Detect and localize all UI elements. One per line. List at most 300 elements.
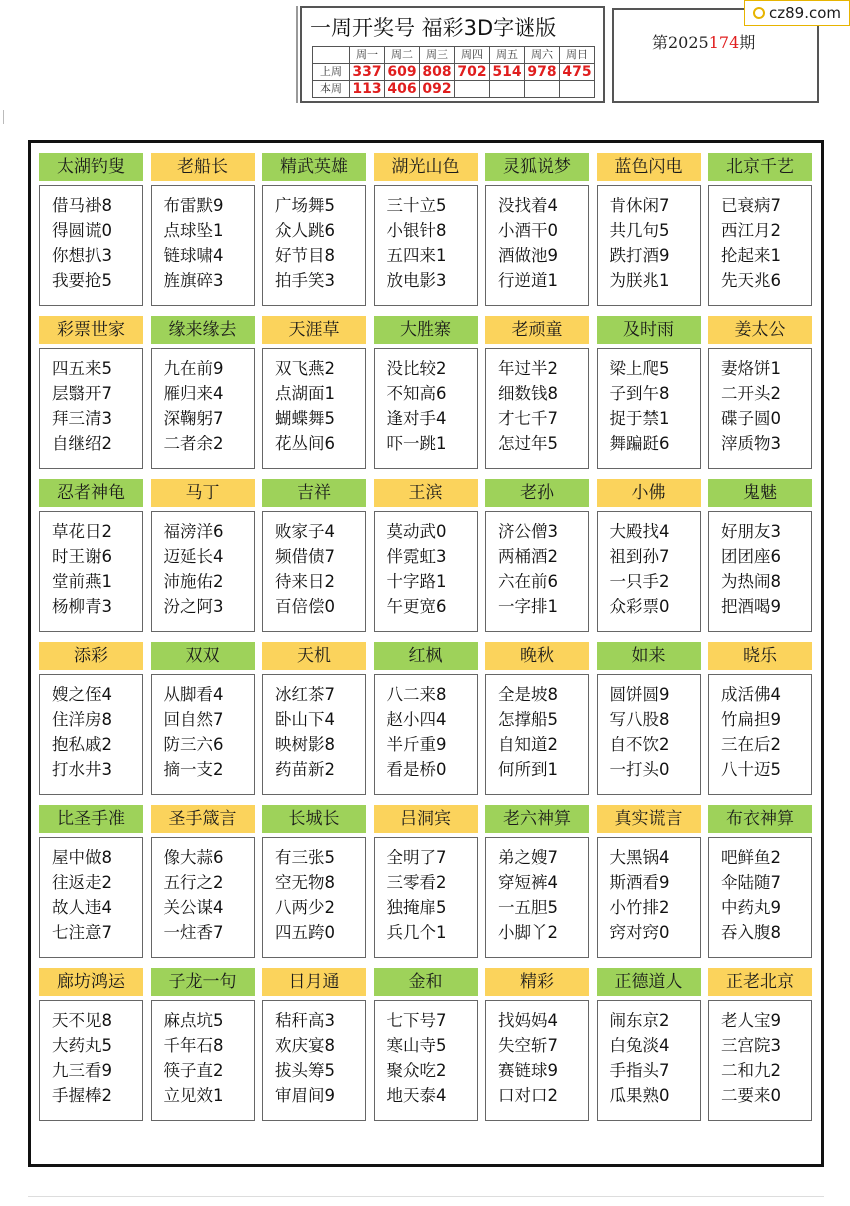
riddle-line: 不知高6: [386, 384, 447, 403]
card-riddles: [485, 837, 589, 958]
results-table: [312, 46, 595, 98]
riddle-line: 打水井3: [52, 760, 112, 779]
card-riddles: [485, 1000, 589, 1121]
puzzle-card: [374, 479, 478, 633]
puzzle-card: [151, 642, 255, 796]
riddle-line: 有三张5: [275, 848, 335, 867]
riddle-line: 空无物8: [275, 873, 335, 892]
puzzle-card: [708, 316, 812, 470]
riddle-line: 一只手2: [609, 572, 670, 591]
riddle-line: 手指头7: [609, 1061, 670, 1080]
puzzle-card: [262, 968, 366, 1122]
riddle-line: 吧鲜鱼2: [721, 848, 781, 867]
riddle-line: 住洋房8: [52, 710, 112, 729]
riddle-line: 抱私戚2: [52, 735, 112, 754]
riddle-line: 小银针8: [386, 221, 447, 240]
card-riddles: [597, 837, 701, 958]
riddle-line: 七注意7: [52, 923, 112, 942]
riddle-line: 得圆谎0: [52, 221, 112, 240]
card-author: 老顽童: [485, 316, 589, 344]
card-author: 小佛: [597, 479, 701, 507]
riddle-line: 药苗新2: [275, 760, 335, 779]
puzzle-card: [39, 479, 143, 633]
result-value: [490, 81, 525, 98]
result-value: [455, 81, 490, 98]
riddle-line: 行逆道1: [498, 271, 558, 290]
row-label: 本周: [313, 81, 350, 98]
riddle-line: 从脚看4: [163, 685, 224, 704]
riddle-line: 寒山寺5: [386, 1036, 447, 1055]
card-riddles: [39, 1000, 143, 1121]
weekly-results-panel: [300, 6, 605, 103]
riddle-line: 成活佛4: [721, 685, 781, 704]
riddle-line: 地天泰4: [386, 1086, 447, 1105]
day-header: 周四: [455, 47, 490, 64]
card-author: 子龙一句: [151, 968, 255, 996]
riddle-line: 蝴蝶舞5: [275, 409, 335, 428]
riddle-line: 百倍偿0: [275, 597, 335, 616]
riddle-line: 链球啸4: [163, 246, 224, 265]
card-riddles: [597, 511, 701, 632]
riddle-line: 深鞠躬7: [163, 409, 224, 428]
riddle-line: 频借债7: [275, 547, 335, 566]
puzzle-card: [151, 968, 255, 1122]
puzzle-card: [262, 805, 366, 959]
card-riddles: [485, 348, 589, 469]
riddle-line: 没比较2: [386, 359, 447, 378]
puzzle-card: [262, 153, 366, 307]
riddle-line: 自继绍2: [52, 434, 112, 453]
riddle-line: 妻烙饼1: [721, 359, 781, 378]
card-author: 圣手箴言: [151, 805, 255, 833]
riddle-line: 一五胆5: [498, 898, 558, 917]
riddle-line: 吞入腹8: [721, 923, 781, 942]
riddle-line: 关公谋4: [163, 898, 224, 917]
riddle-line: 没找着4: [498, 196, 558, 215]
result-value: 702: [455, 64, 490, 81]
riddle-line: 吓一跳1: [386, 434, 447, 453]
riddle-line: 白兔淡4: [609, 1036, 670, 1055]
card-riddles: [708, 185, 812, 306]
puzzle-card: [708, 968, 812, 1122]
riddle-line: 冰红茶7: [275, 685, 335, 704]
riddle-line: 点湖面1: [275, 384, 335, 403]
riddle-line: 沛施佑2: [163, 572, 224, 591]
puzzle-card: [708, 153, 812, 307]
riddle-line: 千年石8: [163, 1036, 224, 1055]
riddle-line: 手握棒2: [52, 1086, 112, 1105]
card-author: 正德道人: [597, 968, 701, 996]
card-author: 老船长: [151, 153, 255, 181]
result-value: 406: [385, 81, 420, 98]
puzzle-card: [374, 153, 478, 307]
card-author: 及时雨: [597, 316, 701, 344]
puzzle-card: [151, 153, 255, 307]
page-title: 一周开奖号 福彩3D字谜版: [310, 16, 557, 40]
riddle-line: 点球坠1: [163, 221, 224, 240]
riddle-line: 写八股8: [609, 710, 670, 729]
card-riddles: [151, 674, 255, 795]
card-riddles: [374, 185, 478, 306]
riddle-line: 七下号7: [386, 1011, 447, 1030]
logo-icon: [753, 7, 765, 19]
puzzle-card: [485, 153, 589, 307]
riddle-line: 午更宽6: [386, 597, 447, 616]
riddle-line: 自不饮2: [609, 735, 670, 754]
riddle-line: 大黑锅4: [609, 848, 670, 867]
card-author: 精彩: [485, 968, 589, 996]
card-author: 如来: [597, 642, 701, 670]
riddle-line: 回自然7: [163, 710, 224, 729]
puzzle-card: [374, 642, 478, 796]
riddle-line: 一打头0: [609, 760, 670, 779]
card-riddles: [374, 348, 478, 469]
riddle-line: 一炷香7: [163, 923, 224, 942]
card-riddles: [39, 837, 143, 958]
riddle-line: 好节目8: [275, 246, 335, 265]
riddle-line: 五四来1: [386, 246, 447, 265]
riddle-line: 像大蒜6: [163, 848, 224, 867]
riddle-line: 赵小四4: [386, 710, 447, 729]
riddle-line: 九在前9: [163, 359, 224, 378]
riddle-line: 欢庆宴8: [275, 1036, 335, 1055]
riddle-line: 酒做池9: [498, 246, 558, 265]
riddle-line: 审眉间9: [275, 1086, 335, 1105]
riddle-line: 往返走2: [52, 873, 112, 892]
card-author: 金和: [374, 968, 478, 996]
day-header: 周二: [385, 47, 420, 64]
riddle-line: 时王谢6: [52, 547, 112, 566]
riddle-line: 大药丸5: [52, 1036, 112, 1055]
day-header: 周六: [525, 47, 560, 64]
riddle-line: 嫂之侄4: [52, 685, 112, 704]
card-author: 长城长: [262, 805, 366, 833]
card-riddles: [39, 348, 143, 469]
card-author: 老六神算: [485, 805, 589, 833]
puzzle-card: [39, 642, 143, 796]
riddle-line: 全是坡8: [498, 685, 558, 704]
riddle-line: 把酒喝9: [721, 597, 781, 616]
puzzle-card: [39, 968, 143, 1122]
riddle-line: 子到午8: [609, 384, 670, 403]
riddle-line: 怎过年5: [498, 434, 558, 453]
card-author: 天涯草: [262, 316, 366, 344]
riddle-line: 共几句5: [609, 221, 670, 240]
riddle-line: 赛链球9: [498, 1061, 558, 1080]
card-author: 彩票世家: [39, 316, 143, 344]
riddle-line: 我要抢5: [52, 271, 112, 290]
riddle-line: 细数钱8: [498, 384, 558, 403]
riddle-line: 济公僧3: [498, 522, 558, 541]
riddle-line: 捉于禁1: [609, 409, 670, 428]
riddle-line: 碟子圆0: [721, 409, 781, 428]
riddle-line: 八两少2: [275, 898, 335, 917]
results-row-last-week: [313, 64, 595, 81]
puzzle-card: [374, 805, 478, 959]
riddle-line: 斯酒看9: [609, 873, 670, 892]
riddle-line: 看是桥0: [386, 760, 447, 779]
card-riddles: [485, 511, 589, 632]
riddle-line: 麻点坑5: [163, 1011, 224, 1030]
riddle-line: 全明了7: [386, 848, 447, 867]
puzzle-card: [597, 316, 701, 470]
row-label: 上周: [313, 64, 350, 81]
riddle-line: 大殿找4: [609, 522, 670, 541]
card-author: 老孙: [485, 479, 589, 507]
riddle-line: 肯休闲7: [609, 196, 670, 215]
card-riddles: [151, 348, 255, 469]
riddle-line: 旌旗碎3: [163, 271, 224, 290]
riddle-line: 半斤重9: [386, 735, 447, 754]
puzzle-card: [708, 479, 812, 633]
riddle-line: 三宫院3: [721, 1036, 781, 1055]
riddle-line: 六在前6: [498, 572, 558, 591]
riddle-line: 众人跳6: [275, 221, 335, 240]
result-value: 808: [420, 64, 455, 81]
riddle-line: 自知道2: [498, 735, 558, 754]
results-header-row: [313, 47, 595, 64]
card-author: 布衣神算: [708, 805, 812, 833]
card-author: 王滨: [374, 479, 478, 507]
riddle-line: 一字排1: [498, 597, 558, 616]
riddle-line: 福滂洋6: [163, 522, 224, 541]
riddle-line: 跌打酒9: [609, 246, 670, 265]
riddle-line: 为朕兆1: [609, 271, 670, 290]
puzzle-card: [708, 805, 812, 959]
riddle-line: 待来日2: [275, 572, 335, 591]
riddle-line: 广场舞5: [275, 196, 335, 215]
puzzle-card: [708, 642, 812, 796]
result-value: [525, 81, 560, 98]
riddle-line: 找妈妈4: [498, 1011, 558, 1030]
card-riddles: [597, 348, 701, 469]
riddle-line: 二要来0: [721, 1086, 781, 1105]
riddle-line: 舞蹁跹6: [609, 434, 670, 453]
riddle-line: 圆饼圆9: [609, 685, 670, 704]
puzzle-card: [485, 479, 589, 633]
riddle-line: 祖到孙7: [609, 547, 670, 566]
riddle-line: 怎撑船5: [498, 710, 558, 729]
riddle-line: 小酒干0: [498, 221, 558, 240]
riddle-line: 雁归来4: [163, 384, 224, 403]
riddle-line: 失空斩7: [498, 1036, 558, 1055]
card-riddles: [374, 674, 478, 795]
site-logo[interactable]: [744, 0, 850, 26]
riddle-line: 聚众吃2: [386, 1061, 447, 1080]
riddle-line: 放电影3: [386, 271, 447, 290]
riddle-line: 才七千7: [498, 409, 558, 428]
riddle-line: 西江月2: [721, 221, 781, 240]
card-riddles: [39, 185, 143, 306]
card-riddles: [708, 674, 812, 795]
card-author: 正老北京: [708, 968, 812, 996]
result-value: 514: [490, 64, 525, 81]
riddle-line: 伴霓虹3: [386, 547, 447, 566]
riddle-line: 莫动武0: [386, 522, 447, 541]
card-riddles: [485, 674, 589, 795]
card-author: 忍者神龟: [39, 479, 143, 507]
card-author: 太湖钓叟: [39, 153, 143, 181]
riddle-line: 秸秆高3: [275, 1011, 335, 1030]
card-author: 缘来缘去: [151, 316, 255, 344]
riddle-line: 好朋友3: [721, 522, 781, 541]
riddle-line: 筷子直2: [163, 1061, 224, 1080]
divider: [28, 1196, 824, 1197]
riddle-line: 拜三清3: [52, 409, 112, 428]
riddle-line: 堂前燕1: [52, 572, 112, 591]
riddle-line: 花丛间6: [275, 434, 335, 453]
riddle-line: 三在后2: [721, 735, 781, 754]
riddle-line: 口对口2: [498, 1086, 558, 1105]
card-riddles: [708, 837, 812, 958]
riddle-line: 你想扒3: [52, 246, 112, 265]
puzzle-card: [485, 642, 589, 796]
card-riddles: [485, 185, 589, 306]
logo-text: cz89.com: [768, 4, 841, 22]
riddle-line: 窍对窍0: [609, 923, 670, 942]
puzzle-grid: [39, 153, 812, 1122]
riddle-line: 八二来8: [386, 685, 447, 704]
riddle-line: 三零看2: [386, 873, 447, 892]
result-value: 092: [420, 81, 455, 98]
card-riddles: [374, 837, 478, 958]
puzzle-card: [597, 479, 701, 633]
card-author: 鬼魅: [708, 479, 812, 507]
riddle-line: 迈延长4: [163, 547, 224, 566]
puzzle-card: [39, 805, 143, 959]
riddle-line: 已衰病7: [721, 196, 781, 215]
card-author: 晓乐: [708, 642, 812, 670]
riddle-line: 瓜果熟0: [609, 1086, 670, 1105]
card-author: 天机: [262, 642, 366, 670]
riddle-line: 独掩扉5: [386, 898, 447, 917]
puzzle-card: [151, 316, 255, 470]
card-author: 马丁: [151, 479, 255, 507]
riddle-line: 布雷默9: [163, 196, 224, 215]
card-riddles: [708, 1000, 812, 1121]
card-riddles: [374, 511, 478, 632]
riddle-line: 杨柳青3: [52, 597, 112, 616]
riddle-line: 伞陆随7: [721, 873, 781, 892]
card-riddles: [597, 185, 701, 306]
margin-tick: [3, 110, 4, 124]
card-author: 大胜寨: [374, 316, 478, 344]
puzzle-card: [262, 316, 366, 470]
puzzle-card: [374, 316, 478, 470]
puzzle-card: [262, 479, 366, 633]
riddle-line: 竹扁担9: [721, 710, 781, 729]
result-value: 609: [385, 64, 420, 81]
result-value: 475: [560, 64, 595, 81]
puzzle-board: [28, 140, 824, 1167]
card-riddles: [262, 674, 366, 795]
card-riddles: [151, 185, 255, 306]
riddle-line: 借马褂8: [52, 196, 112, 215]
card-author: 姜太公: [708, 316, 812, 344]
card-author: 廊坊鸿运: [39, 968, 143, 996]
riddle-line: 摘一支2: [163, 760, 224, 779]
puzzle-card: [39, 153, 143, 307]
riddle-line: 何所到1: [498, 760, 558, 779]
riddle-line: 二者余2: [163, 434, 224, 453]
riddle-line: 败家子4: [275, 522, 335, 541]
riddle-line: 小竹排2: [609, 898, 670, 917]
riddle-line: 二开头2: [721, 384, 781, 403]
riddle-line: 四五跨0: [275, 923, 335, 942]
riddle-line: 草花日2: [52, 522, 112, 541]
card-author: 蓝色闪电: [597, 153, 701, 181]
riddle-line: 年过半2: [498, 359, 558, 378]
riddle-line: 三十立5: [386, 196, 447, 215]
card-riddles: [39, 511, 143, 632]
card-author: 精武英雄: [262, 153, 366, 181]
issue-number: 第2025174期: [652, 33, 756, 52]
riddle-line: 团团座6: [721, 547, 781, 566]
puzzle-card: [262, 642, 366, 796]
riddle-line: 十字路1: [386, 572, 447, 591]
card-author: 吉祥: [262, 479, 366, 507]
result-value: 337: [350, 64, 385, 81]
riddle-line: 拔头筹5: [275, 1061, 335, 1080]
card-riddles: [597, 1000, 701, 1121]
results-row-this-week: [313, 81, 595, 98]
riddle-line: 抡起来1: [721, 246, 781, 265]
riddle-line: 小脚丫2: [498, 923, 558, 942]
riddle-line: 穿短裤4: [498, 873, 558, 892]
puzzle-card: [151, 479, 255, 633]
riddle-line: 拍手笑3: [275, 271, 335, 290]
card-riddles: [262, 511, 366, 632]
day-header: 周五: [490, 47, 525, 64]
puzzle-card: [597, 805, 701, 959]
puzzle-card: [374, 968, 478, 1122]
card-author: 红枫: [374, 642, 478, 670]
card-riddles: [708, 348, 812, 469]
day-header: 周日: [560, 47, 595, 64]
card-riddles: [708, 511, 812, 632]
riddle-line: 梁上爬5: [609, 359, 670, 378]
puzzle-card: [485, 968, 589, 1122]
card-riddles: [151, 837, 255, 958]
card-riddles: [374, 1000, 478, 1121]
result-value: 113: [350, 81, 385, 98]
riddle-line: 层翳开7: [52, 384, 112, 403]
puzzle-card: [597, 153, 701, 307]
riddle-line: 为热闹8: [721, 572, 781, 591]
result-value: [560, 81, 595, 98]
riddle-line: 五行之2: [163, 873, 224, 892]
riddle-line: 弟之嫂7: [498, 848, 558, 867]
card-author: 真实谎言: [597, 805, 701, 833]
card-riddles: [262, 837, 366, 958]
riddle-line: 防三六6: [163, 735, 224, 754]
card-author: 灵狐说梦: [485, 153, 589, 181]
riddle-line: 老人宝9: [721, 1011, 781, 1030]
card-riddles: [262, 348, 366, 469]
puzzle-card: [597, 642, 701, 796]
riddle-line: 两桶酒2: [498, 547, 558, 566]
day-header: 周三: [420, 47, 455, 64]
riddle-line: 映树影8: [275, 735, 335, 754]
card-author: 湖光山色: [374, 153, 478, 181]
riddle-line: 逢对手4: [386, 409, 447, 428]
card-author: 比圣手准: [39, 805, 143, 833]
card-author: 日月通: [262, 968, 366, 996]
card-riddles: [151, 1000, 255, 1121]
card-author: 双双: [151, 642, 255, 670]
puzzle-card: [39, 316, 143, 470]
day-header: 周一: [350, 47, 385, 64]
